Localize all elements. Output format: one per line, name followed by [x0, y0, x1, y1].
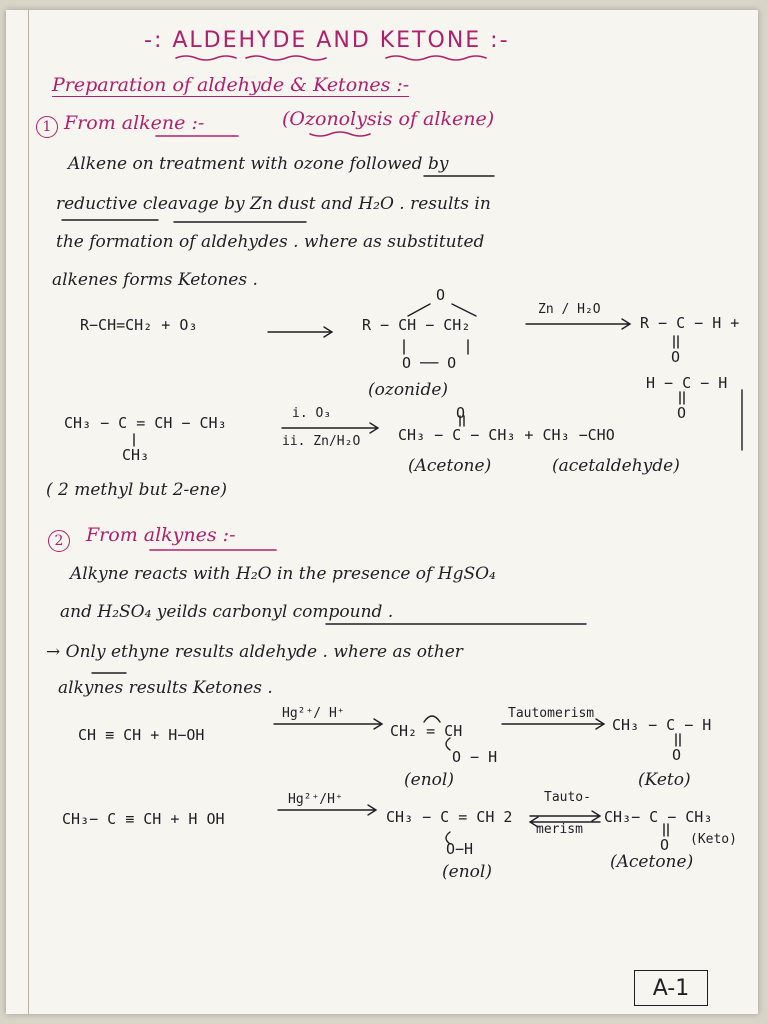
alkyne-rxn2-keto-o: O: [660, 836, 670, 854]
arrow-hg-1: [274, 719, 382, 729]
page-title: -: ALDEHYDE AND KETONE :-: [144, 28, 510, 53]
alkyne-rxn1-enol-oh: O − H: [452, 748, 498, 766]
enol2-oh-arrow: [446, 832, 450, 844]
alkyne-rxn2-reactant: CH₃− C ≡ CH + H OH: [62, 810, 225, 828]
rxn1-reagent: Zn / H₂O: [538, 302, 601, 317]
alkyne-rxn2-tauto-top: Tauto-: [544, 790, 591, 805]
rxn2-products: CH₃ − C − CH₃ + CH₃ −CHO: [398, 426, 615, 444]
ozonolysis-squiggle: [310, 132, 370, 136]
rxn1-ozonide-top-o: O: [436, 286, 446, 304]
alkyne-rxn2-enol-oh: O−H: [446, 840, 474, 858]
sec1-text-line-3: the formation of aldehydes . where as substituted: [56, 232, 485, 252]
alkyne-rxn1-enol-label: (enol): [404, 770, 454, 790]
section-1-number: 1: [36, 114, 58, 138]
sec2-text-line-2: and H₂SO₄ yeilds carbonyl compound .: [60, 602, 394, 622]
arrow-zn-h2o: [526, 319, 630, 329]
acetone-co-bond: [460, 416, 464, 426]
rxn1-product-1: R − C − H +: [640, 314, 740, 332]
enol1-oh-arrow: [446, 738, 450, 750]
section-1-heading: From alkene :-: [64, 112, 205, 134]
product1-co-bond: [674, 336, 678, 348]
alkyne-rxn1-keto-label: (Keto): [638, 770, 691, 790]
sec1-text-line-4: alkenes forms Ketones .: [52, 270, 258, 290]
alkyne-rxn2-enol: CH₃ − C = CH 2: [386, 808, 513, 826]
arrow-ozonolysis-2: [282, 423, 378, 433]
rxn1-product-1-o: O: [671, 348, 681, 366]
sec2-text-line-1: Alkyne reacts with H₂O in the presence of HgSO₄: [70, 564, 496, 584]
alkyne-rxn2-keto-label: (Acetone): [610, 852, 694, 872]
rxn2-reagent-top: i. O₃: [292, 406, 332, 421]
rxn2-label-acetaldehyde: (acetaldehyde): [552, 456, 680, 476]
alkyne-rxn1-reactant: CH ≡ CH + H−OH: [78, 726, 205, 744]
product2-co-bond: [680, 392, 684, 404]
sec1-text-line-2: reductive cleavage by Zn dust and H₂O . results in: [56, 194, 491, 214]
ozonide-peroxide-bonds: [408, 304, 476, 316]
rxn1-reactant: R−CH=CH₂ + O₃: [80, 316, 198, 334]
arrow-hg-2: [278, 805, 376, 815]
section-subtitle: Preparation of aldehyde & Ketones :-: [52, 74, 410, 96]
sec2-text-line-3: → Only ethyne results aldehyde . where as other: [46, 642, 463, 662]
alkyne-rxn2-keto: CH₃− C − CH₃: [604, 808, 713, 826]
alkyne-rxn1-enol: CH₂ = CH: [390, 722, 463, 740]
ozonide-vertical-bonds: [404, 340, 468, 354]
rxn2-reactant: CH₃ − C = CH − CH₃: [64, 414, 227, 432]
pen-annotations: [6, 10, 758, 1014]
rxn1-product-2: H − C − H: [646, 374, 728, 392]
alkyne-rxn2-reagent: Hg²⁺/H⁺: [288, 792, 343, 807]
alkyne-rxn1-keto-o: O: [672, 746, 682, 764]
arrow-tauto-1: [502, 719, 604, 729]
section-2-number: 2: [48, 528, 70, 552]
page-number-badge: A-1: [634, 970, 708, 1006]
rxn1-ozonide-bottom: O ── O: [402, 354, 457, 372]
section-2-heading: From alkynes :-: [86, 524, 236, 546]
rxn1-ozonide-label: (ozonide): [368, 380, 449, 400]
rxn2-name: ( 2 methyl but 2-ene): [46, 480, 227, 500]
alkyne-rxn1-keto: CH₃ − C − H: [612, 716, 712, 734]
rxn2-reactant-sub: CH₃: [122, 446, 150, 464]
alkyne-rxn2-keto-tag: (Keto): [690, 832, 737, 847]
rxn2-label-acetone: (Acetone): [408, 456, 492, 476]
title-squiggle-1: [176, 56, 236, 60]
title-squiggle-3: [386, 56, 486, 60]
notebook-page: [6, 10, 758, 1014]
arrow-ozonide: [268, 327, 332, 337]
arrow-tauto-2-back: [530, 817, 600, 827]
rxn1-product-2-o: O: [677, 404, 687, 422]
arrow-tauto-2-forward: [530, 811, 600, 821]
rxn1-ozonide: R − CH − CH₂: [362, 316, 471, 334]
sec1-text-line-1: Alkene on treatment with ozone followed by: [68, 154, 449, 174]
enol1-curly-arrow: [424, 716, 440, 722]
alkyne-rxn1-reagent: Hg²⁺/ H⁺: [282, 706, 345, 721]
section-1-paren: (Ozonolysis of alkene): [282, 108, 495, 130]
rxn2-reagent-bottom: ii. Zn/H₂O: [282, 434, 361, 449]
title-squiggle-2: [246, 56, 326, 60]
sec2-text-line-4: alkynes results Ketones .: [58, 678, 273, 698]
alkyne-rxn1-tauto: Tautomerism: [508, 706, 595, 721]
keto2-co-bond: [664, 824, 668, 836]
alkyne-rxn2-enol-label: (enol): [442, 862, 492, 882]
alkyne-rxn2-tauto-bottom: merism: [536, 822, 583, 837]
keto1-co-bond: [676, 734, 680, 746]
rxn2-product-o: O: [456, 404, 466, 422]
